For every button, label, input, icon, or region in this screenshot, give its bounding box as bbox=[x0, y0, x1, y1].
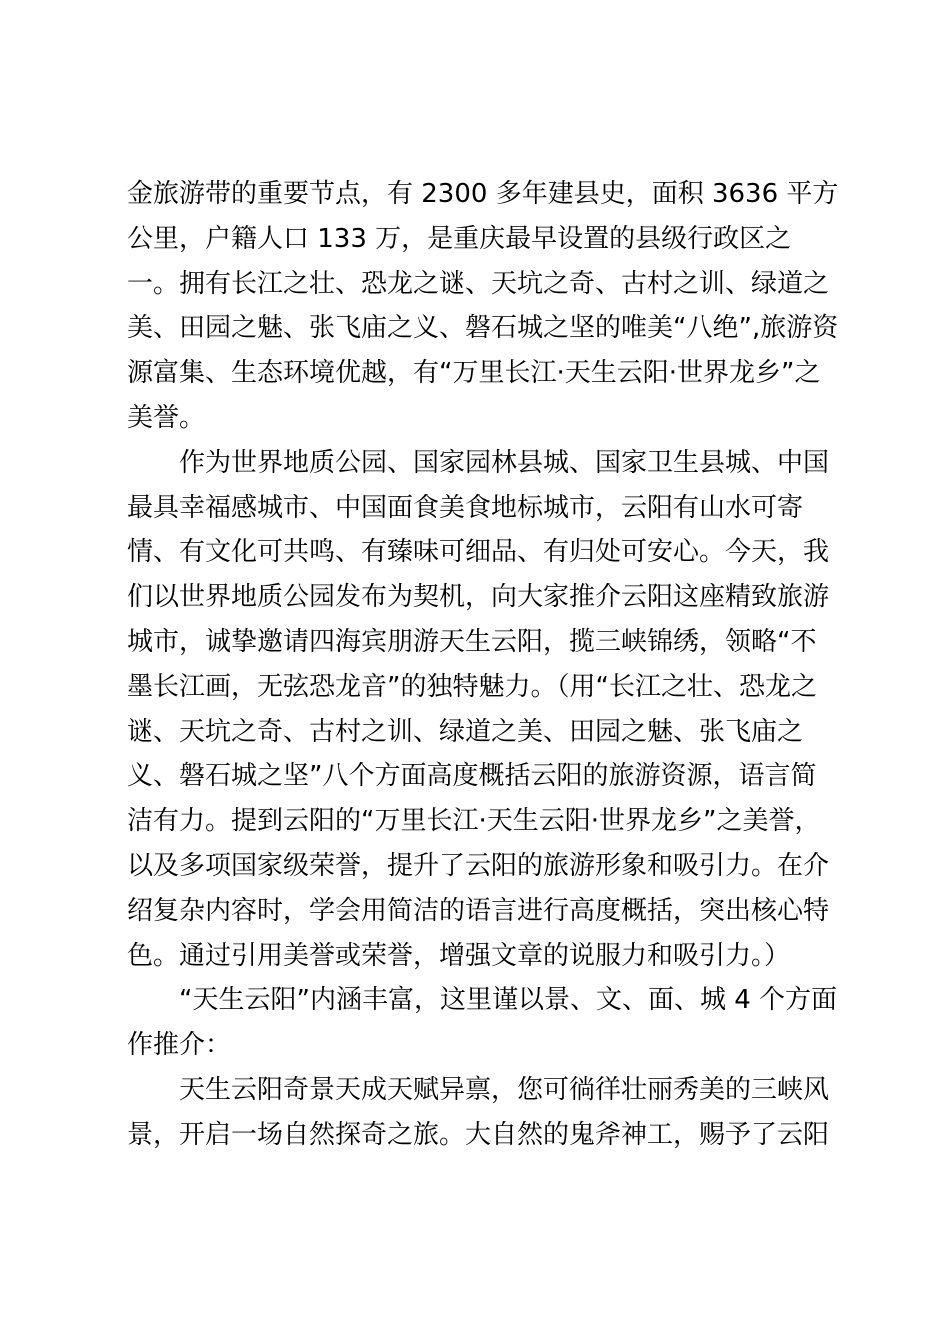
document-body bbox=[127, 172, 839, 1158]
paragraph-scenery: 天生云阳奇景天成天赋异禀，您可徜徉壮丽秀美的三峡风景，开启一场自然探奇之旅。大自然的鬼斧神工，赐予了云阳 bbox=[127, 1074, 830, 1150]
paragraph-continuation: 金旅游带的重要节点，有 2300 多年建县史，面积 3636 平方公里，户籍人口 133 万，是重庆最早设置的县级行政区之一。拥有长江之壮、恐龙之谜、天坑之奇、古村之训、绿道之美、田园之魅、张飞庙之义、磐石城之坚的唯美“八绝”,旅游资源富集、生态环境优越，有“万里长江·天生云阳·世界龙乡”之美誉。 bbox=[127, 179, 839, 433]
paragraph-intro-aspects: “天生云阳”内涵丰富，这里谨以景、文、面、城 4 个方面作推介： bbox=[127, 985, 838, 1061]
paragraph-honors: 作为世界地质公园、国家园林县城、国家卫生县城、中国最具幸福感城市、中国面食美食地标城市，云阳有山水可寄情、有文化可共鸣、有臻味可细品、有归处可安心。今天，我们以世界地质公园发布为契机，向大家推介云阳这座精致旅游城市，诚挚邀请四海宾朋游天生云阳，揽三峡锦绣，领略“不墨长江画，无弦恐龙音”的独特魅力。（用“长江之壮、恐龙之谜、天坑之奇、古村之训、绿道之美、田园之魅、张飞庙之义、磐石城之坚”八个方面高度概括云阳的旅游资源，语言简洁有力。提到云阳的“万里长江·天生云阳·世界龙乡”之美誉，以及多项国家级荣誉，提升了云阳的旅游形象和吸引力。在介绍复杂内容时，学会用简洁的语言进行高度概括，突出核心特色。通过引用美誉或荣誉，增强文章的说服力和吸引力。） bbox=[127, 447, 830, 971]
